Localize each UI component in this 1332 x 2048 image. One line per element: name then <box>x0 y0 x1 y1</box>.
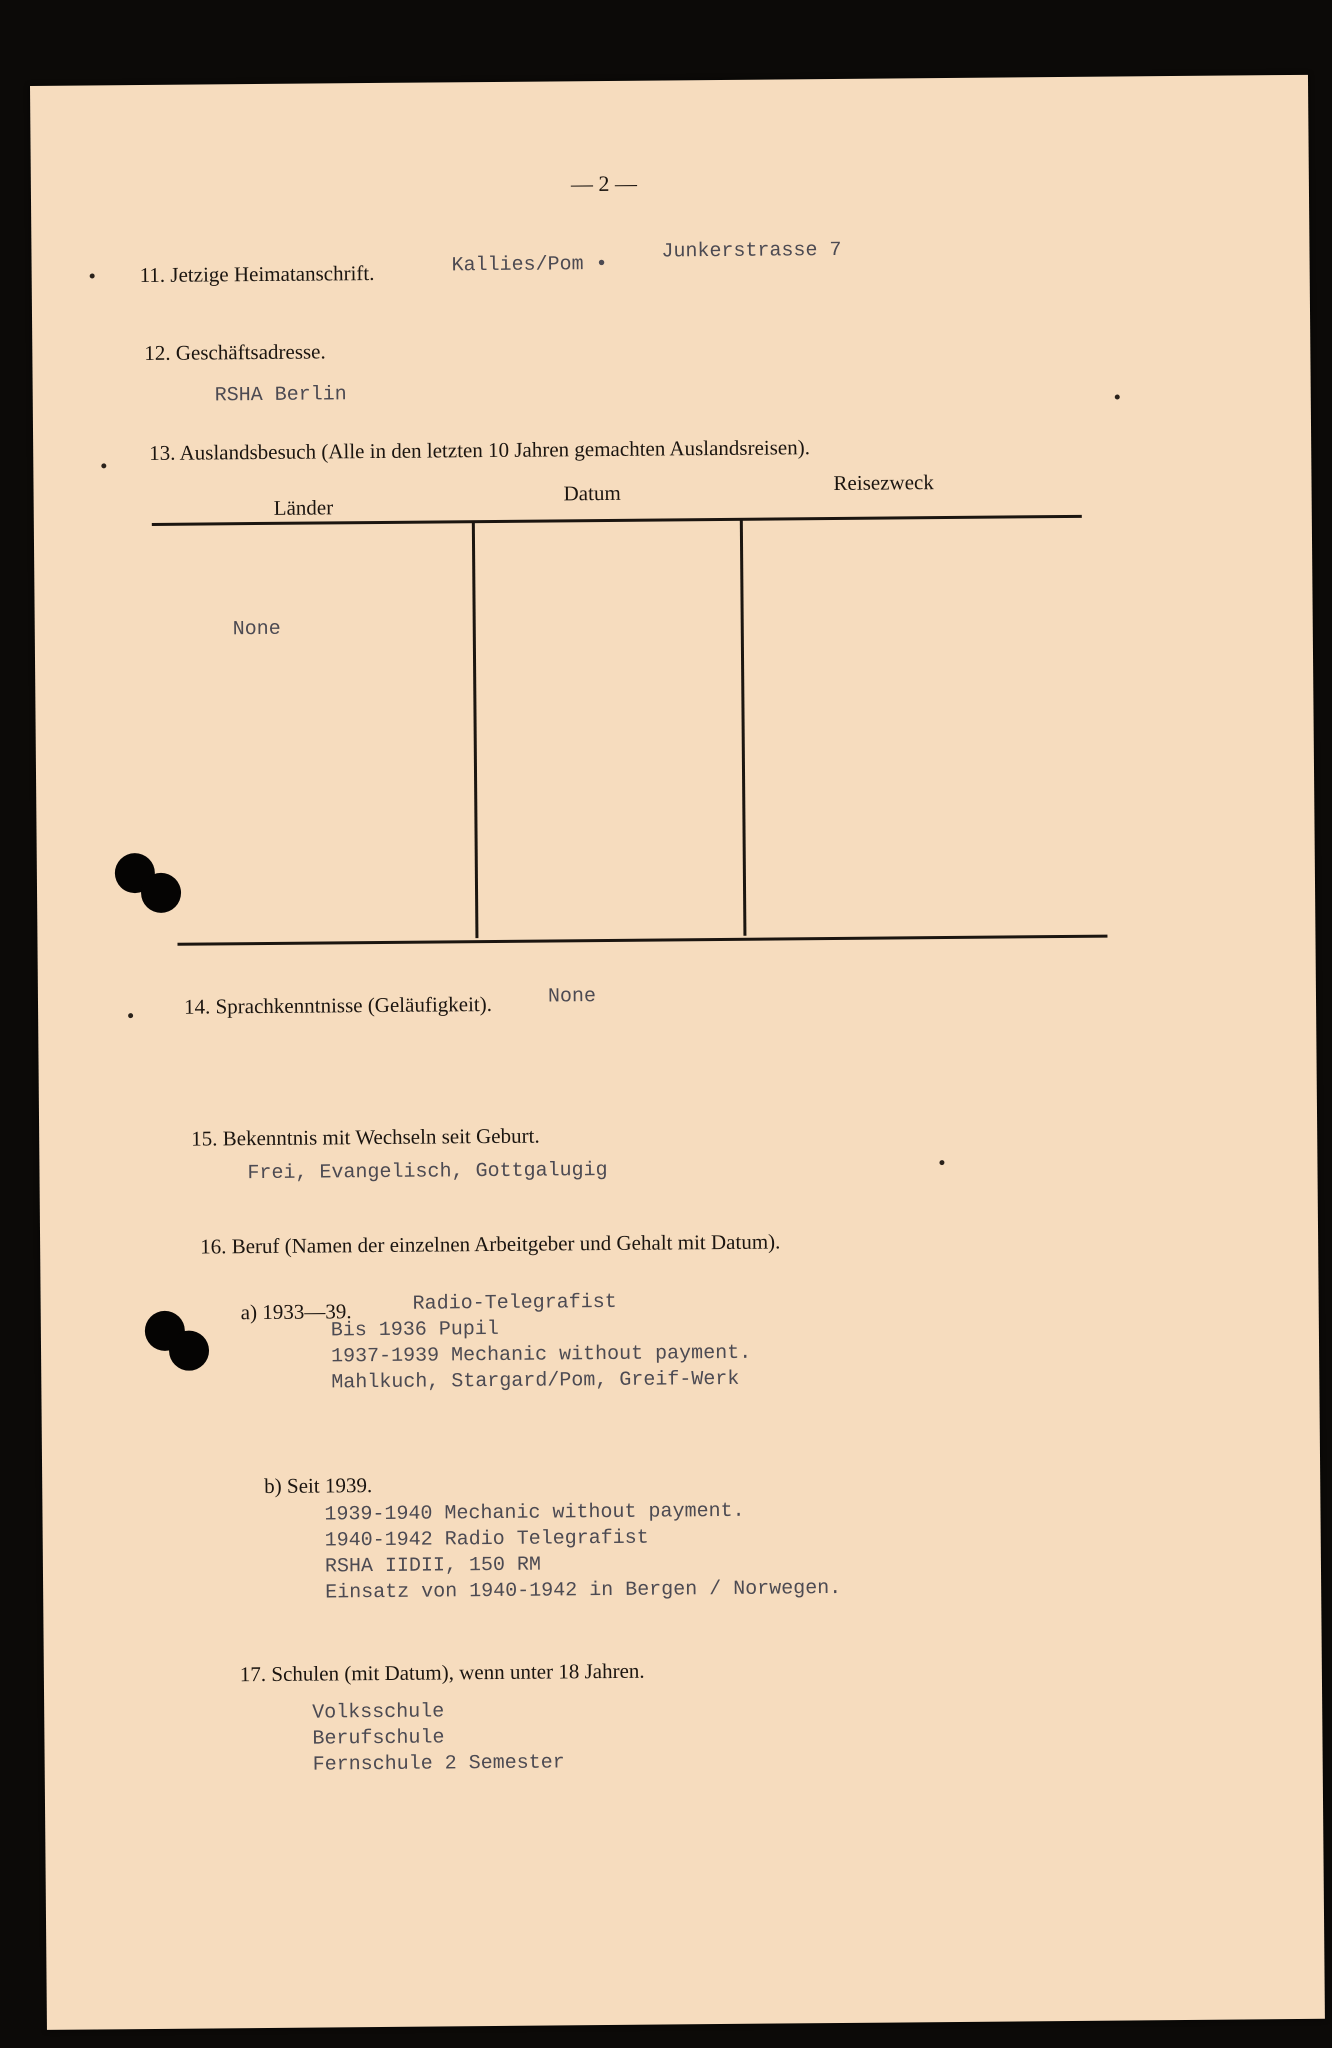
item-15-value: Frei, Evangelisch, Gottgalugig <box>247 1159 608 1186</box>
margin-mark <box>90 273 95 278</box>
margin-mark <box>128 1013 133 1018</box>
item-16a-line-4: Mahlkuch, Stargard/Pom, Greif-Werk <box>331 1367 740 1395</box>
item-14-label: 14. Sprachkenntnisse (Geläufigkeit). <box>183 992 493 1019</box>
margin-mark <box>101 463 106 468</box>
item-11-street: Junkerstrasse 7 <box>661 238 842 264</box>
item-16b-line-2: 1940-1942 Radio Telegrafist <box>324 1526 649 1553</box>
margin-mark <box>939 1160 944 1165</box>
table-header-laender: Länder <box>273 495 334 520</box>
item-16b-line-3: RSHA IIDII, 150 RM <box>324 1553 542 1579</box>
item-13-label: 13. Auslandsbesuch (Alle in den letzten 10 Jahren gemachten Auslandsreisen). <box>149 435 811 465</box>
item-16b-line-4: Einsatz von 1940-1942 in Bergen / Norwegen. <box>325 1576 842 1605</box>
item-16b-line-1: 1939-1940 Mechanic without payment. <box>324 1499 745 1527</box>
item-16-label: 16. Beruf (Namen der einzelnen Arbeitgeber und Gehalt mit Datum). <box>200 1229 781 1259</box>
item-14-value: None <box>547 985 597 1009</box>
item-17-label: 17. Schulen (mit Datum), wenn unter 18 Jahren. <box>239 1658 645 1687</box>
item-16a-line-1: Radio-Telegrafist <box>412 1290 617 1316</box>
document-page <box>30 75 1325 2030</box>
table-header-datum: Datum <box>563 480 621 506</box>
table-header-reisezweck: Reisezweck <box>833 470 934 496</box>
table-divider-1 <box>472 522 479 938</box>
item-16a-line-3: 1937-1939 Mechanic without payment. <box>331 1341 752 1369</box>
item-16b-label: b) Seit 1939. <box>264 1473 373 1499</box>
item-16a-label: a) 1933—39. <box>240 1299 352 1325</box>
page-number: — 2 — <box>570 170 637 197</box>
punch-hole <box>141 873 181 913</box>
item-15-label: 15. Bekenntnis mit Wechseln seit Geburt. <box>191 1123 540 1151</box>
table-bottom-rule <box>177 935 1107 946</box>
item-12-value: RSHA Berlin <box>214 383 347 408</box>
item-12-label: 12. Geschäftsadresse. <box>144 339 326 366</box>
table-entry-none: None <box>232 617 281 642</box>
item-11-city: Kallies/Pom • <box>451 252 608 278</box>
table-divider-2 <box>740 520 747 936</box>
item-17-line-1: Volksschule <box>312 1700 445 1725</box>
item-17-line-2: Berufschule <box>312 1726 445 1751</box>
item-11-label: 11. Jetzige Heimatanschrift. <box>139 261 375 288</box>
punch-hole <box>169 1330 209 1370</box>
item-16a-line-2: Bis 1936 Pupil <box>330 1317 500 1343</box>
margin-mark <box>1115 395 1120 400</box>
item-17-line-3: Fernschule 2 Semester <box>312 1751 565 1777</box>
